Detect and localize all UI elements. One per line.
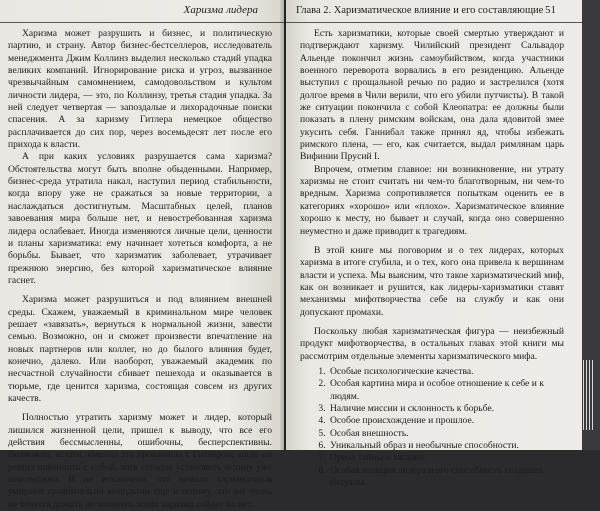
paragraph: Харизма может разрушиться и под влиянием внешней среды. Скажем, уважаемый в криминальном мире человек решает «завязать», вернуться к нормальной жизни, завести семью. Возможно, он и сможет произвести впечатление на новых партнеров или коллег, но до былого влияния будет, конечно, далеко. Или наоборот, уважаемый академик по несчастной случайности сбивает пешехода и оказывается в тюрьме, где ценится харизма, состоящая совсем из других качеств. <box>8 294 272 404</box>
right-running-head: Глава 2. Харизматическое влияние и его составляющие <box>296 5 544 16</box>
right-paragraphs <box>300 28 564 363</box>
left-running-head: Харизма лидера <box>183 4 258 16</box>
paragraph: Харизма может разрушить и бизнес, и политическую партию, и страну. Автор бизнес-бестселлеров, исследователь менеджмента Джим Коллинз выделил несколько стадий упадка великих компаний. Игнорирование риска и угроз, вызванное чрезвычайным самомнением, самодовольством и культом личности лидера, — это, по Коллинзу, третья стадия упадка. За ней следует четвертая — запоздалые и лихорадочные поиски спасения. А за харизму Гитлера немецкое общество расплачивается до сих пор, через восемьдесят лет после его прихода к власти. <box>8 28 272 151</box>
paragraph: Впрочем, отметим главное: ни возникновение, ни утрату харизмы не стоит считать ни чем-то благотворным, ни чем-то вредным. Харизма сопротивляется попыткам оценить ее в категориях «хорошо» или «плохо». Харизматическое влияние хорошо к месту, но бывает и случай, когда оно совершенно неуместно и даже приводит к трагедиям. <box>300 163 564 237</box>
left-page <box>0 0 284 510</box>
right-page-body <box>300 28 564 489</box>
page-edge-lines <box>583 360 593 430</box>
list-item: 7. Ореол тайны и загадки. <box>328 452 564 464</box>
paragraph: Поскольку любая харизматическая фигура — неизбежный продукт мифотворчества, в остальных главах этой книги мы рассмотрим отдельные элементы харизматического мифа. <box>300 325 564 362</box>
list-item: 5. Особая внешность. <box>328 428 564 440</box>
list-item: 4. Особое происхождение и прошлое. <box>328 415 564 427</box>
paragraph: Полностью утратить харизму может и лидер, который лишился жизненной цели, пришел к выводу, что все его действия бессмысленны, ошибочны, бесперспективны. Возможно, кстати, именно это произошло с Гитлером, когда он решил покончить с собой, хотя сегодня установить истину уже невозможно. И не исключено, что немало харизматиков умирают сравнительно молодыми еще и потому, что им очень не хочется дожить до момента, когда харизма сойдет на нет. <box>8 412 272 510</box>
right-page-header <box>286 0 582 23</box>
left-page-body <box>8 28 272 511</box>
list-item: 1. Особые психологические качества. <box>328 366 564 378</box>
paragraph: Есть харизматики, которые своей смертью утверждают и подтверждают харизму. Чилийский президент Сальвадор Альенде покончил жизнь самоубийством, когда участники военного переворота ворвались в его резиденцию. Альенде выступил с прощальной речью по радио и застрелился (хотя долгое время в Чили верили, что его убили путчисты). В такой же ситуации покончила с собой Клеопатра: ее должны были показать в плену римским войскам, она дала ядовитой змее укусить себя. Ганнибал также принял яд, чтобы избежать римского плена, — его, как считается, выдал римлянам царь Вифинии Прусий I. <box>300 28 564 163</box>
list-item: 8. Особая позиция лидера и его способность создавать ритуалы. <box>328 465 564 490</box>
list-item: 3. Наличие миссии и склонность к борьбе. <box>328 403 564 415</box>
list-item: 2. Особая картина мира и особое отношение к себе и к людям. <box>328 378 564 403</box>
list-item: 6. Уникальный образ и необычные способности. <box>328 440 564 452</box>
paragraph: А при каких условиях разрушается сама харизма? Обстоятельства могут быть вполне обыденными. Например, бизнес-среда утратила накал, наступил период стабильности, когда впору уже не сражаться за новые территории, а наслаждаться достигнутым. Масштабных целей, планов завоевания мира больше нет, и невостребованная харизма лидера ослабевает. Иногда изменяются личные цели, ценности и планы харизматика: ему начинает хотеться комфорта, а не борьбы. Бывает, что харизматик заболевает, утрачивает прежнюю энергию, без которой харизматическое влияние гаснет. <box>8 151 272 286</box>
right-page <box>286 0 582 489</box>
paragraph: В этой книге мы поговорим и о тех лидерах, которых харизма в итоге сгубила, и о тех, кого она привела к вершинам власти и успеха. Мы выясним, что такое харизматический миф, как он возникает и рушится, как лидеры-харизматики ставят механизмы мифотворчества себе на службу и как они допускают промахи. <box>300 244 564 318</box>
element-list <box>300 366 564 489</box>
left-page-header <box>0 0 284 23</box>
page-number: 51 <box>545 4 556 16</box>
